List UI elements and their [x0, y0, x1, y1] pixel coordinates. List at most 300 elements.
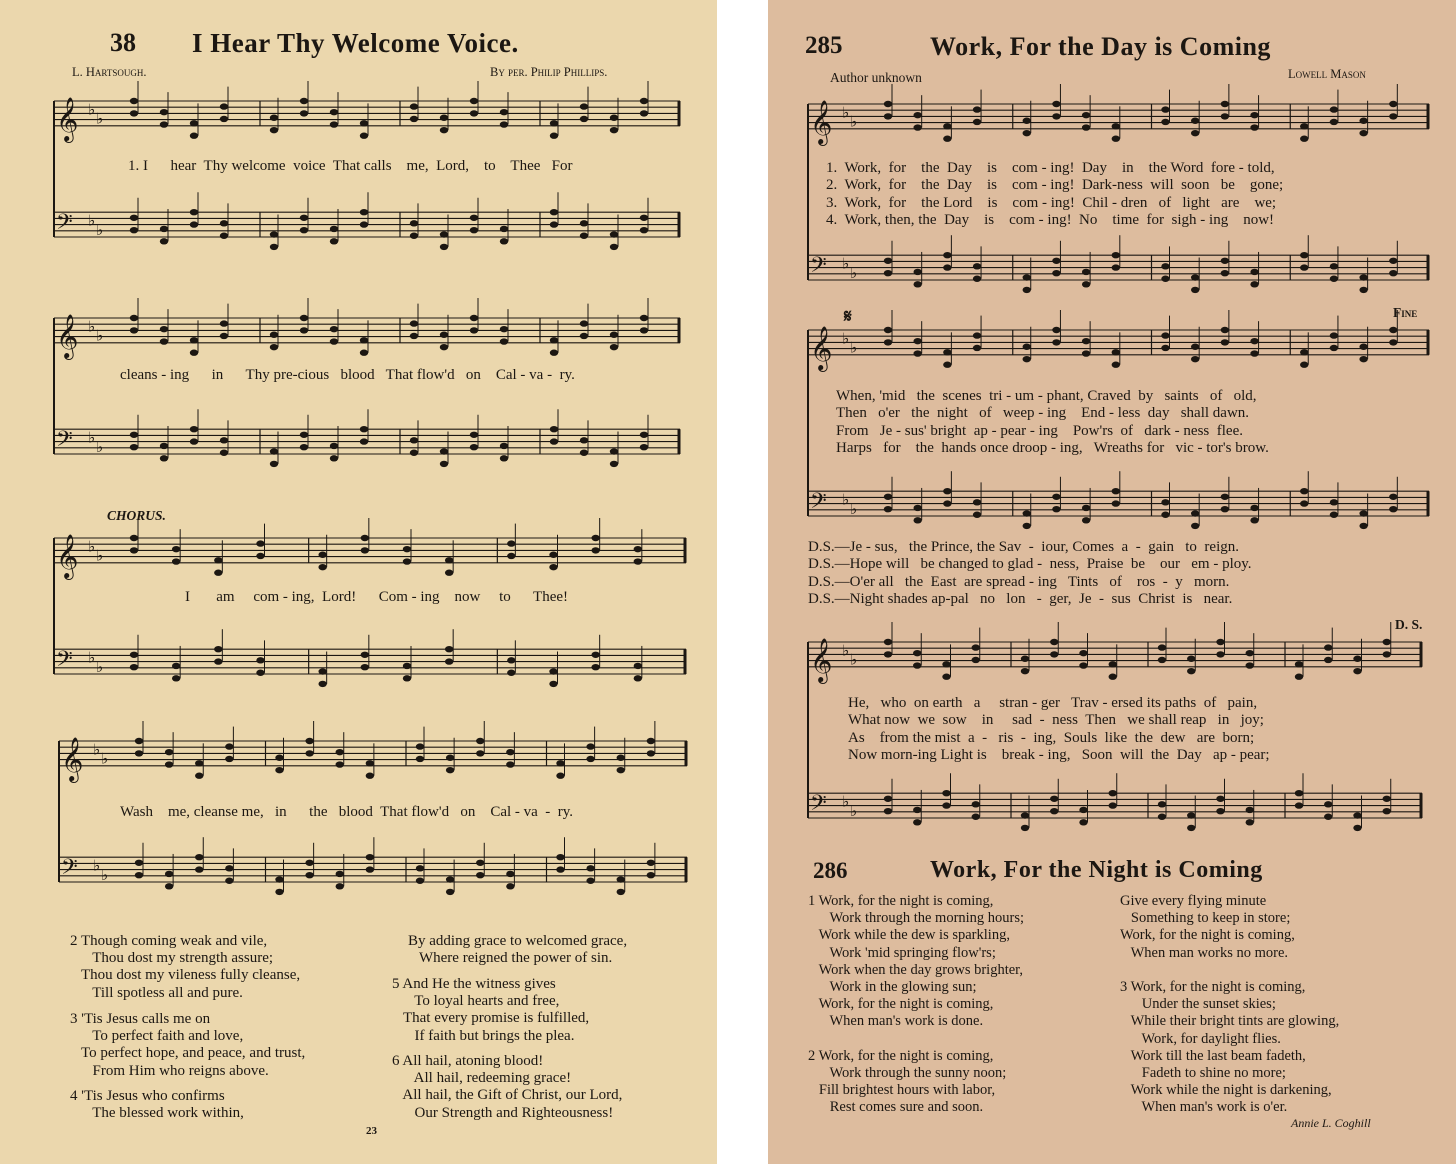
note-head — [617, 876, 625, 882]
note-head — [130, 547, 138, 553]
note-head — [330, 109, 338, 115]
note-head — [130, 327, 138, 333]
note-head — [300, 315, 308, 321]
note-head — [640, 227, 648, 233]
note-head — [943, 349, 951, 355]
note-head — [1187, 812, 1195, 818]
note-head — [305, 872, 313, 878]
note-head — [440, 244, 448, 250]
note-head — [446, 876, 454, 882]
note-head — [410, 233, 418, 239]
note-head — [507, 553, 515, 559]
note-head — [225, 743, 233, 749]
note-head — [884, 101, 892, 107]
note-head — [506, 871, 514, 877]
note-head — [300, 327, 308, 333]
note-head — [305, 738, 313, 744]
note-head — [1023, 287, 1031, 293]
note-head — [445, 658, 453, 664]
note-head — [1052, 258, 1060, 264]
hymn-number: 285 — [805, 32, 843, 59]
note-head — [1079, 662, 1087, 668]
hymn-number: 38 — [110, 28, 136, 57]
note-head — [1191, 130, 1199, 136]
bass-clef-icon: 𝄢 — [61, 854, 78, 885]
note-head — [160, 226, 168, 232]
note-head — [1052, 494, 1060, 500]
note-head — [884, 494, 892, 500]
note-head — [1112, 136, 1120, 142]
note-head — [1021, 668, 1029, 674]
note-head — [330, 238, 338, 244]
note-head — [270, 461, 278, 467]
note-head — [580, 450, 588, 456]
note-head — [634, 663, 642, 669]
note-head — [1082, 350, 1090, 356]
note-head — [305, 860, 313, 866]
note-head — [130, 315, 138, 321]
note-head — [1389, 258, 1397, 264]
note-head — [1353, 656, 1361, 662]
note-head — [1383, 651, 1391, 657]
lyrics-system-3: He, who on earth a stran - ger Trav - ersed its paths of pain, What now we sow in sad - ness Then we shall reap in joy; As from the mist a - ris - ing, Souls like the dew are born; Now morn-ing Light is break - ing, Soon will the Day ap - pear; — [848, 695, 1270, 764]
note-head — [220, 116, 228, 122]
note-head — [1250, 124, 1258, 130]
note-head — [610, 448, 618, 454]
note-head — [1330, 106, 1338, 112]
note-head — [1353, 825, 1361, 831]
note-head — [1082, 112, 1090, 118]
note-head — [884, 258, 892, 264]
note-head — [913, 124, 921, 130]
note-head — [942, 790, 950, 796]
note-head — [1082, 281, 1090, 287]
bass-clef-icon: 𝄢 — [810, 252, 827, 283]
note-head — [973, 512, 981, 518]
author-credit: Author unknown — [830, 70, 922, 85]
note-head — [884, 796, 892, 802]
note-head — [1359, 356, 1367, 362]
note-head — [943, 362, 951, 368]
note-head — [225, 756, 233, 762]
note-head — [300, 444, 308, 450]
note-head — [300, 98, 308, 104]
note-head — [440, 115, 448, 121]
ds-label: D. S. — [1395, 617, 1423, 632]
note-head — [1216, 651, 1224, 657]
note-head — [361, 664, 369, 670]
note-head — [586, 756, 594, 762]
note-head — [476, 872, 484, 878]
note-head — [440, 344, 448, 350]
note-head — [195, 866, 203, 872]
note-head — [190, 133, 198, 139]
hymn-title: Work, For the Day is Coming — [930, 32, 1271, 61]
note-head — [884, 113, 892, 119]
hymn-page-38 — [0, 0, 717, 1164]
flat-sign-icon: ♭ — [850, 650, 858, 669]
chorus-label: CHORUS. — [107, 508, 166, 523]
note-head — [135, 750, 143, 756]
note-head — [275, 889, 283, 895]
note-head — [1330, 512, 1338, 518]
note-head — [220, 233, 228, 239]
note-head — [884, 651, 892, 657]
note-head — [256, 553, 264, 559]
note-head — [973, 332, 981, 338]
note-head — [270, 231, 278, 237]
note-head — [1389, 494, 1397, 500]
note-head — [360, 221, 368, 227]
note-head — [336, 761, 344, 767]
note-head — [1023, 510, 1031, 516]
music-staves — [50, 532, 690, 687]
treble-clef-icon: 𝄞 — [56, 313, 79, 358]
note-head — [410, 116, 418, 122]
treble-clef-icon: 𝄞 — [810, 325, 833, 370]
note-head — [1052, 101, 1060, 107]
hymn-286-column-1: 1 Work, for the night is coming, Work through the morning hours; Work while the dew is sparkling, Work 'mid springing flow'rs; Work when the day grows brighter, Work in the glowing sun; Work, for the night is coming, When man's work is done. 2 Work, for the night is coming, Work through the sunny noon; Fill brightest hours with labor, Rest comes sure and soon. — [808, 893, 1025, 1116]
note-head — [1023, 356, 1031, 362]
note-head — [445, 646, 453, 652]
note-head — [1161, 119, 1169, 125]
note-head — [550, 209, 558, 215]
note-head — [366, 866, 374, 872]
note-head — [1191, 118, 1199, 124]
note-head — [550, 426, 558, 432]
note-head — [1082, 124, 1090, 130]
note-head — [470, 110, 478, 116]
note-head — [617, 889, 625, 895]
note-head — [973, 345, 981, 351]
note-head — [300, 432, 308, 438]
note-head — [476, 860, 484, 866]
note-head — [1050, 796, 1058, 802]
lyrics-system-1: 1. Work, for the Day is com - ing! Day in the Word fore - told, 2. Work, for the Day is com - ing! Dark-ness will soon be gone; 3. Work, for the Lord is com - ing! Chil - dren of light are we; 4. Work, then, the Day is com - ing! No time for sigh - ing now! — [826, 160, 1284, 229]
note-head — [270, 244, 278, 250]
note-head — [884, 808, 892, 814]
note-head — [440, 448, 448, 454]
note-head — [410, 103, 418, 109]
note-head — [1246, 807, 1254, 813]
note-head — [1052, 506, 1060, 512]
note-head — [1359, 344, 1367, 350]
note-head — [556, 760, 564, 766]
note-head — [1112, 488, 1120, 494]
note-head — [318, 564, 326, 570]
note-head — [943, 123, 951, 129]
note-head — [1191, 510, 1199, 516]
note-head — [410, 437, 418, 443]
note-head — [470, 315, 478, 321]
note-head — [942, 674, 950, 680]
note-head — [550, 120, 558, 126]
note-head — [973, 276, 981, 282]
note-head — [913, 269, 921, 275]
note-head — [580, 220, 588, 226]
note-head — [275, 755, 283, 761]
note-head — [410, 333, 418, 339]
note-head — [190, 120, 198, 126]
note-head — [410, 320, 418, 326]
note-head — [318, 668, 326, 674]
note-head — [1330, 332, 1338, 338]
flat-sign-icon: ♭ — [842, 103, 850, 122]
note-head — [403, 546, 411, 552]
note-head — [1052, 113, 1060, 119]
note-head — [943, 500, 951, 506]
flat-sign-icon: ♭ — [842, 490, 850, 509]
flat-sign-icon: ♭ — [850, 112, 858, 131]
note-head — [1023, 274, 1031, 280]
note-head — [1023, 523, 1031, 529]
note-head — [165, 871, 173, 877]
note-head — [470, 432, 478, 438]
flat-sign-icon: ♭ — [93, 740, 101, 759]
note-head — [1250, 350, 1258, 356]
note-head — [1324, 644, 1332, 650]
note-head — [470, 444, 478, 450]
flat-sign-icon: ♭ — [850, 801, 858, 820]
note-head — [1112, 500, 1120, 506]
note-head — [130, 652, 138, 658]
note-head — [360, 209, 368, 215]
note-head — [1300, 264, 1308, 270]
note-head — [1221, 113, 1229, 119]
note-head — [403, 663, 411, 669]
note-head — [1216, 796, 1224, 802]
note-head — [500, 338, 508, 344]
note-head — [1050, 639, 1058, 645]
note-head — [270, 332, 278, 338]
lyric-line: cleans - ing in Thy pre-cious blood That flow'd on Cal - va - ry. — [120, 367, 575, 383]
note-head — [300, 227, 308, 233]
note-head — [160, 455, 168, 461]
note-head — [190, 221, 198, 227]
note-head — [640, 327, 648, 333]
note-head — [1295, 790, 1303, 796]
note-head — [1383, 808, 1391, 814]
author-credit: L. Hartsough. — [72, 65, 147, 79]
treble-clef-icon: 𝄞 — [810, 99, 833, 144]
note-head — [556, 773, 564, 779]
note-head — [1300, 349, 1308, 355]
note-head — [591, 664, 599, 670]
note-head — [884, 339, 892, 345]
note-head — [1187, 656, 1195, 662]
flat-sign-icon: ♭ — [96, 546, 104, 565]
note-head — [549, 668, 557, 674]
note-head — [1330, 119, 1338, 125]
note-head — [550, 337, 558, 343]
note-head — [610, 115, 618, 121]
note-head — [647, 860, 655, 866]
hymn-number: 286 — [813, 858, 848, 883]
note-head — [360, 438, 368, 444]
note-head — [913, 819, 921, 825]
note-head — [1221, 270, 1229, 276]
note-head — [336, 883, 344, 889]
note-head — [1221, 339, 1229, 345]
note-head — [550, 350, 558, 356]
note-head — [470, 227, 478, 233]
note-head — [160, 238, 168, 244]
note-head — [1330, 263, 1338, 269]
note-head — [1050, 808, 1058, 814]
note-head — [500, 109, 508, 115]
note-head — [1158, 801, 1166, 807]
note-head — [500, 226, 508, 232]
note-head — [1161, 512, 1169, 518]
note-head — [1158, 657, 1166, 663]
note-head — [440, 461, 448, 467]
note-head — [943, 264, 951, 270]
note-head — [1359, 510, 1367, 516]
note-head — [1052, 339, 1060, 345]
note-head — [300, 110, 308, 116]
note-head — [1250, 338, 1258, 344]
note-head — [1330, 345, 1338, 351]
music-staves — [50, 312, 690, 467]
note-head — [1300, 252, 1308, 258]
note-head — [190, 438, 198, 444]
note-head — [410, 450, 418, 456]
note-head — [972, 644, 980, 650]
segno-sign: 𝄋 — [844, 306, 852, 326]
note-head — [586, 865, 594, 871]
treble-clef-icon: 𝄞 — [56, 96, 79, 141]
note-head — [1246, 819, 1254, 825]
flat-sign-icon: ♭ — [93, 856, 101, 875]
note-head — [360, 350, 368, 356]
note-head — [591, 652, 599, 658]
note-head — [220, 320, 228, 326]
note-head — [1389, 506, 1397, 512]
note-head — [446, 755, 454, 761]
note-head — [617, 767, 625, 773]
flat-sign-icon: ♭ — [850, 263, 858, 282]
note-head — [1221, 258, 1229, 264]
note-head — [580, 116, 588, 122]
note-head — [549, 552, 557, 558]
note-head — [556, 854, 564, 860]
note-head — [884, 639, 892, 645]
note-head — [256, 657, 264, 663]
note-head — [190, 337, 198, 343]
treble-clef-icon: 𝄞 — [56, 533, 79, 578]
note-head — [416, 743, 424, 749]
note-head — [135, 860, 143, 866]
note-head — [507, 540, 515, 546]
note-head — [1250, 517, 1258, 523]
note-head — [416, 756, 424, 762]
note-head — [172, 675, 180, 681]
note-head — [610, 332, 618, 338]
note-head — [550, 133, 558, 139]
flat-sign-icon: ♭ — [101, 865, 109, 884]
note-head — [1191, 523, 1199, 529]
note-head — [1250, 112, 1258, 118]
note-head — [580, 103, 588, 109]
note-head — [214, 557, 222, 563]
note-head — [470, 98, 478, 104]
note-head — [1161, 499, 1169, 505]
note-head — [943, 252, 951, 258]
note-head — [913, 807, 921, 813]
note-head — [913, 662, 921, 668]
note-head — [160, 121, 168, 127]
note-head — [500, 121, 508, 127]
note-head — [1021, 656, 1029, 662]
flat-sign-icon: ♭ — [96, 220, 104, 239]
note-head — [416, 865, 424, 871]
note-head — [445, 557, 453, 563]
note-head — [913, 505, 921, 511]
note-head — [446, 767, 454, 773]
note-head — [470, 215, 478, 221]
lyric-line: I am com - ing, Lord! Com - ing now to Thee! — [185, 589, 568, 605]
note-head — [634, 558, 642, 564]
note-head — [640, 215, 648, 221]
note-head — [1359, 118, 1367, 124]
note-head — [550, 438, 558, 444]
note-head — [1161, 263, 1169, 269]
note-head — [973, 106, 981, 112]
flat-sign-icon: ♭ — [850, 499, 858, 518]
note-head — [214, 570, 222, 576]
note-head — [1112, 252, 1120, 258]
note-head — [506, 761, 514, 767]
note-head — [913, 112, 921, 118]
note-head — [913, 517, 921, 523]
note-head — [1023, 344, 1031, 350]
bass-clef-icon: 𝄢 — [56, 209, 73, 240]
note-head — [507, 670, 515, 676]
note-head — [330, 226, 338, 232]
note-head — [1109, 674, 1117, 680]
note-head — [130, 98, 138, 104]
note-head — [549, 681, 557, 687]
note-head — [1300, 123, 1308, 129]
ds-lyrics: D.S.—Je - sus, the Prince, the Sav - iour, Comes a - gain to reign. D.S.—Hope will be changed to glad - ness, Praise be our em - ploy. D.S.—O'er all the East are spread - ing Tints of ros - y morn. D.S.—Night shades ap-pal no lon - ger, Je - sus Christ is near. — [808, 539, 1252, 608]
note-head — [1050, 651, 1058, 657]
treble-clef-icon: 𝄞 — [810, 637, 833, 682]
note-head — [361, 535, 369, 541]
note-head — [476, 738, 484, 744]
note-head — [361, 652, 369, 658]
note-head — [1300, 500, 1308, 506]
note-head — [1187, 668, 1195, 674]
note-head — [225, 865, 233, 871]
flat-sign-icon: ♭ — [842, 641, 850, 660]
flat-sign-icon: ♭ — [842, 792, 850, 811]
note-head — [130, 215, 138, 221]
note-head — [1295, 661, 1303, 667]
note-head — [403, 675, 411, 681]
note-head — [1023, 130, 1031, 136]
flat-sign-icon: ♭ — [850, 338, 858, 357]
note-head — [1109, 802, 1117, 808]
note-head — [586, 743, 594, 749]
flat-sign-icon: ♭ — [88, 648, 96, 667]
verse-4-continued: By adding grace to welcomed grace, Where reigned the power of sin. — [408, 933, 628, 967]
note-head — [1216, 808, 1224, 814]
note-head — [130, 110, 138, 116]
note-head — [1383, 639, 1391, 645]
note-head — [1250, 505, 1258, 511]
flat-sign-icon: ♭ — [88, 537, 96, 556]
bass-clef-icon: 𝄢 — [810, 790, 827, 821]
